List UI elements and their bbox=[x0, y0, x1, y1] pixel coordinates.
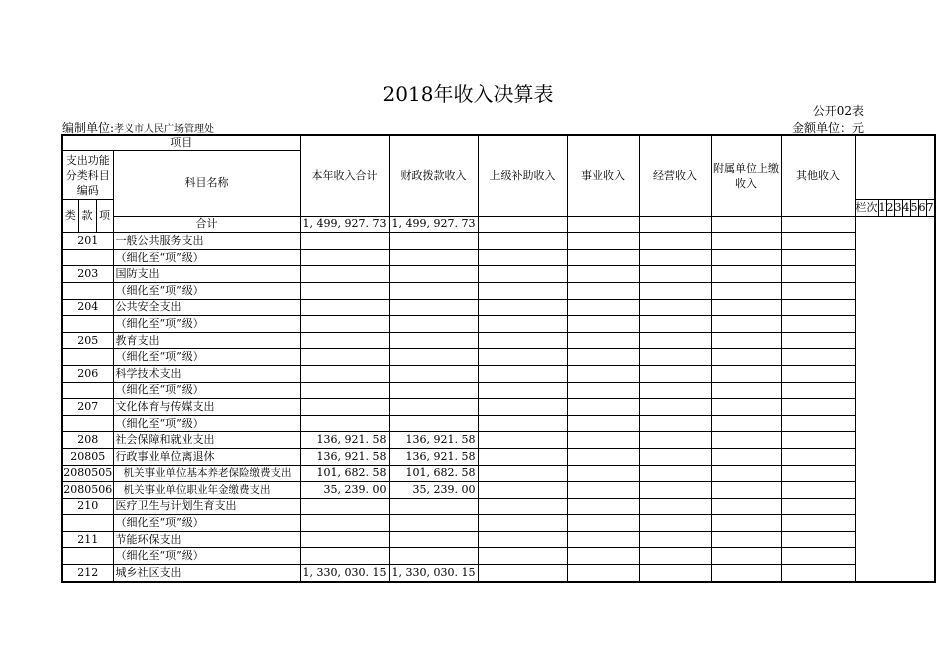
total-c7 bbox=[781, 216, 855, 233]
row-subject-name: （细化至“项”级） bbox=[113, 515, 300, 532]
row-code bbox=[62, 316, 113, 333]
row-c2: 101, 682. 58 bbox=[389, 465, 478, 482]
table-row bbox=[62, 349, 935, 366]
row-c2 bbox=[389, 299, 478, 316]
row-c4 bbox=[567, 399, 639, 416]
row-c2 bbox=[389, 365, 478, 382]
row-c7 bbox=[781, 448, 855, 465]
row-c7 bbox=[781, 465, 855, 482]
row-c1 bbox=[300, 399, 389, 416]
row-c6 bbox=[711, 249, 781, 266]
row-c2 bbox=[389, 349, 478, 366]
kuan-header: 款 bbox=[78, 200, 96, 233]
row-c5 bbox=[639, 282, 711, 299]
row-c2 bbox=[389, 498, 478, 515]
row-c7 bbox=[781, 415, 855, 432]
row-c7 bbox=[781, 332, 855, 349]
row-c6 bbox=[711, 565, 781, 582]
col-num-2: 2 bbox=[886, 200, 894, 217]
row-c5 bbox=[639, 531, 711, 548]
table-row bbox=[62, 482, 935, 499]
row-c7 bbox=[781, 482, 855, 499]
row-c4 bbox=[567, 249, 639, 266]
row-c6 bbox=[711, 299, 781, 316]
col-header-4: 事业收入 bbox=[567, 135, 639, 216]
currency-unit: 金额单位：元 bbox=[791, 121, 864, 135]
xiang-header: 项 bbox=[96, 200, 113, 233]
col-num-4: 4 bbox=[902, 200, 910, 217]
row-c5 bbox=[639, 316, 711, 333]
row-c4 bbox=[567, 548, 639, 565]
row-code: 201 bbox=[62, 233, 113, 250]
row-c5 bbox=[639, 299, 711, 316]
row-c7 bbox=[781, 399, 855, 416]
col-header-1: 本年收入合计 bbox=[300, 135, 389, 216]
row-c5 bbox=[639, 249, 711, 266]
table-row bbox=[62, 415, 935, 432]
row-c2 bbox=[389, 316, 478, 333]
row-c5 bbox=[639, 266, 711, 283]
row-subject-name: （细化至“项”级） bbox=[113, 249, 300, 266]
row-c6 bbox=[711, 399, 781, 416]
income-table bbox=[61, 134, 936, 583]
row-c7 bbox=[781, 548, 855, 565]
total-c1: 1, 499, 927. 73 bbox=[300, 216, 389, 233]
row-code bbox=[62, 515, 113, 532]
col-num-5: 5 bbox=[910, 200, 918, 217]
row-c7 bbox=[781, 316, 855, 333]
table-row bbox=[62, 531, 935, 548]
compiling-unit-name: 孝义市人民广场管理处 bbox=[114, 124, 215, 135]
table-row bbox=[62, 233, 935, 250]
row-c7 bbox=[781, 349, 855, 366]
row-c4 bbox=[567, 365, 639, 382]
row-c1 bbox=[300, 382, 389, 399]
row-c3 bbox=[478, 266, 567, 283]
row-subject-name: （细化至“项”级） bbox=[113, 316, 300, 333]
row-c4 bbox=[567, 349, 639, 366]
row-c6 bbox=[711, 382, 781, 399]
subject-name-header: 科目名称 bbox=[113, 151, 300, 217]
total-c3 bbox=[478, 216, 567, 233]
row-c7 bbox=[781, 432, 855, 449]
row-subject-name: 机关事业单位基本养老保险缴费支出 bbox=[113, 465, 300, 482]
row-c6 bbox=[711, 482, 781, 499]
row-c1: 1, 330, 030. 15 bbox=[300, 565, 389, 582]
row-c5 bbox=[639, 399, 711, 416]
row-c5 bbox=[639, 515, 711, 532]
row-c4 bbox=[567, 531, 639, 548]
row-subject-name: 城乡社区支出 bbox=[113, 565, 300, 582]
row-c5 bbox=[639, 465, 711, 482]
row-c6 bbox=[711, 349, 781, 366]
row-c4 bbox=[567, 299, 639, 316]
row-c2 bbox=[389, 249, 478, 266]
row-c6 bbox=[711, 548, 781, 565]
row-c1 bbox=[300, 548, 389, 565]
row-c3 bbox=[478, 565, 567, 582]
row-c5 bbox=[639, 233, 711, 250]
row-c3 bbox=[478, 482, 567, 499]
row-c1 bbox=[300, 498, 389, 515]
col-num-7: 7 bbox=[926, 200, 935, 217]
page-title: 2018年收入决算表 bbox=[382, 82, 554, 106]
row-c5 bbox=[639, 332, 711, 349]
row-c4 bbox=[567, 465, 639, 482]
row-c1 bbox=[300, 332, 389, 349]
row-c2 bbox=[389, 548, 478, 565]
row-code bbox=[62, 349, 113, 366]
row-code: 2080505 bbox=[62, 465, 113, 482]
row-c6 bbox=[711, 415, 781, 432]
row-code bbox=[62, 548, 113, 565]
row-c5 bbox=[639, 565, 711, 582]
row-c1 bbox=[300, 349, 389, 366]
total-label: 合计 bbox=[113, 216, 300, 233]
row-code: 205 bbox=[62, 332, 113, 349]
compiling-unit-label: 编制单位: bbox=[62, 121, 115, 135]
table-row bbox=[62, 382, 935, 399]
row-subject-name: 节能环保支出 bbox=[113, 531, 300, 548]
row-code: 207 bbox=[62, 399, 113, 416]
row-code: 2080506 bbox=[62, 482, 113, 499]
row-c7 bbox=[781, 531, 855, 548]
row-code: 20805 bbox=[62, 448, 113, 465]
row-c5 bbox=[639, 498, 711, 515]
table-row bbox=[62, 515, 935, 532]
row-code bbox=[62, 249, 113, 266]
total-c5 bbox=[639, 216, 711, 233]
row-c3 bbox=[478, 349, 567, 366]
row-c2 bbox=[389, 531, 478, 548]
row-c3 bbox=[478, 415, 567, 432]
row-c4 bbox=[567, 415, 639, 432]
row-c2: 35, 239. 00 bbox=[389, 482, 478, 499]
row-code bbox=[62, 282, 113, 299]
row-c6 bbox=[711, 316, 781, 333]
row-c2 bbox=[389, 266, 478, 283]
row-c5 bbox=[639, 382, 711, 399]
table-row bbox=[62, 282, 935, 299]
row-c3 bbox=[478, 465, 567, 482]
row-c4 bbox=[567, 266, 639, 283]
table-row bbox=[62, 365, 935, 382]
row-subject-name: （细化至“项”级） bbox=[113, 349, 300, 366]
row-c3 bbox=[478, 299, 567, 316]
row-c5 bbox=[639, 365, 711, 382]
row-subject-name: 公共安全支出 bbox=[113, 299, 300, 316]
row-c3 bbox=[478, 249, 567, 266]
row-c3 bbox=[478, 515, 567, 532]
row-c1 bbox=[300, 249, 389, 266]
row-c7 bbox=[781, 249, 855, 266]
row-subject-name: 机关事业单位职业年金缴费支出 bbox=[113, 482, 300, 499]
row-c6 bbox=[711, 282, 781, 299]
row-c4 bbox=[567, 316, 639, 333]
row-subject-name: 医疗卫生与计划生育支出 bbox=[113, 498, 300, 515]
row-code bbox=[62, 382, 113, 399]
row-c2 bbox=[389, 415, 478, 432]
row-subject-name: 行政事业单位离退休 bbox=[113, 448, 300, 465]
row-c1 bbox=[300, 299, 389, 316]
total-c2: 1, 499, 927. 73 bbox=[389, 216, 478, 233]
col-header-5: 经营收入 bbox=[639, 135, 711, 216]
row-subject-name: 社会保障和就业支出 bbox=[113, 432, 300, 449]
row-subject-name: 文化体育与传媒支出 bbox=[113, 399, 300, 416]
col-header-7: 其他收入 bbox=[781, 135, 855, 216]
lanci-label: 栏次 bbox=[855, 200, 878, 217]
row-c4 bbox=[567, 565, 639, 582]
row-c3 bbox=[478, 233, 567, 250]
row-c6 bbox=[711, 498, 781, 515]
row-c1 bbox=[300, 531, 389, 548]
table-row bbox=[62, 565, 935, 582]
col-num-6: 6 bbox=[918, 200, 926, 217]
row-c2 bbox=[389, 233, 478, 250]
row-c4 bbox=[567, 382, 639, 399]
row-c4 bbox=[567, 515, 639, 532]
row-c4 bbox=[567, 332, 639, 349]
row-c3 bbox=[478, 316, 567, 333]
row-c7 bbox=[781, 365, 855, 382]
row-c3 bbox=[478, 332, 567, 349]
table-row bbox=[62, 465, 935, 482]
row-subject-name: （细化至“项”级） bbox=[113, 382, 300, 399]
table-row bbox=[62, 548, 935, 565]
row-c2 bbox=[389, 332, 478, 349]
row-c6 bbox=[711, 531, 781, 548]
project-header: 项目 bbox=[62, 135, 300, 151]
row-c5 bbox=[639, 482, 711, 499]
row-c1: 101, 682. 58 bbox=[300, 465, 389, 482]
func-code-header: 支出功能分类科目编码 bbox=[62, 151, 113, 200]
table-row bbox=[62, 498, 935, 515]
col-header-3: 上级补助收入 bbox=[478, 135, 567, 216]
row-c1 bbox=[300, 282, 389, 299]
row-c7 bbox=[781, 565, 855, 582]
row-c2: 136, 921. 58 bbox=[389, 432, 478, 449]
row-c3 bbox=[478, 382, 567, 399]
row-c7 bbox=[781, 299, 855, 316]
row-c5 bbox=[639, 349, 711, 366]
row-subject-name: 国防支出 bbox=[113, 266, 300, 283]
table-row bbox=[62, 249, 935, 266]
row-c2 bbox=[389, 515, 478, 532]
form-number: 公开02表 bbox=[812, 104, 864, 118]
row-c1 bbox=[300, 415, 389, 432]
row-c1 bbox=[300, 233, 389, 250]
table-row bbox=[62, 448, 935, 465]
row-c4 bbox=[567, 282, 639, 299]
row-c6 bbox=[711, 266, 781, 283]
row-c1 bbox=[300, 316, 389, 333]
row-c4 bbox=[567, 432, 639, 449]
row-c1: 136, 921. 58 bbox=[300, 432, 389, 449]
row-subject-name: （细化至“项”级） bbox=[113, 282, 300, 299]
row-code: 210 bbox=[62, 498, 113, 515]
row-c3 bbox=[478, 531, 567, 548]
table-row bbox=[62, 432, 935, 449]
row-c1: 35, 239. 00 bbox=[300, 482, 389, 499]
row-c7 bbox=[781, 233, 855, 250]
row-c3 bbox=[478, 548, 567, 565]
row-c2: 1, 330, 030. 15 bbox=[389, 565, 478, 582]
row-c4 bbox=[567, 233, 639, 250]
row-subject-name: 科学技术支出 bbox=[113, 365, 300, 382]
row-c3 bbox=[478, 282, 567, 299]
row-c6 bbox=[711, 332, 781, 349]
row-c7 bbox=[781, 382, 855, 399]
row-c1 bbox=[300, 266, 389, 283]
row-c3 bbox=[478, 432, 567, 449]
row-code: 204 bbox=[62, 299, 113, 316]
table-row bbox=[62, 316, 935, 333]
row-c7 bbox=[781, 266, 855, 283]
row-c7 bbox=[781, 515, 855, 532]
row-c2 bbox=[389, 282, 478, 299]
row-c2: 136, 921. 58 bbox=[389, 448, 478, 465]
row-subject-name: （细化至“项”级） bbox=[113, 415, 300, 432]
row-code: 211 bbox=[62, 531, 113, 548]
row-code: 208 bbox=[62, 432, 113, 449]
row-c4 bbox=[567, 448, 639, 465]
row-c3 bbox=[478, 365, 567, 382]
row-subject-name: 教育支出 bbox=[113, 332, 300, 349]
lei-header: 类 bbox=[62, 200, 78, 233]
row-c5 bbox=[639, 548, 711, 565]
row-c4 bbox=[567, 498, 639, 515]
row-c5 bbox=[639, 432, 711, 449]
row-code bbox=[62, 415, 113, 432]
row-c5 bbox=[639, 415, 711, 432]
row-subject-name: （细化至“项”级） bbox=[113, 548, 300, 565]
row-c1 bbox=[300, 515, 389, 532]
row-c3 bbox=[478, 448, 567, 465]
table-row bbox=[62, 266, 935, 283]
row-c7 bbox=[781, 282, 855, 299]
row-subject-name: 一般公共服务支出 bbox=[113, 233, 300, 250]
row-c6 bbox=[711, 365, 781, 382]
col-num-3: 3 bbox=[894, 200, 902, 217]
table-row bbox=[62, 299, 935, 316]
row-c4 bbox=[567, 482, 639, 499]
row-c6 bbox=[711, 465, 781, 482]
row-c6 bbox=[711, 233, 781, 250]
total-c4 bbox=[567, 216, 639, 233]
row-c6 bbox=[711, 432, 781, 449]
col-header-6: 附属单位上缴收入 bbox=[711, 135, 781, 216]
row-c7 bbox=[781, 498, 855, 515]
col-header-2: 财政拨款收入 bbox=[389, 135, 478, 216]
row-c5 bbox=[639, 448, 711, 465]
table-row bbox=[62, 399, 935, 416]
col-num-1: 1 bbox=[878, 200, 886, 217]
table-row bbox=[62, 332, 935, 349]
row-c3 bbox=[478, 498, 567, 515]
row-c2 bbox=[389, 382, 478, 399]
row-c1: 136, 921. 58 bbox=[300, 448, 389, 465]
row-code: 203 bbox=[62, 266, 113, 283]
total-c6 bbox=[711, 216, 781, 233]
row-c6 bbox=[711, 515, 781, 532]
row-c6 bbox=[711, 448, 781, 465]
row-code: 212 bbox=[62, 565, 113, 582]
row-c1 bbox=[300, 365, 389, 382]
row-code: 206 bbox=[62, 365, 113, 382]
row-c2 bbox=[389, 399, 478, 416]
row-c3 bbox=[478, 399, 567, 416]
